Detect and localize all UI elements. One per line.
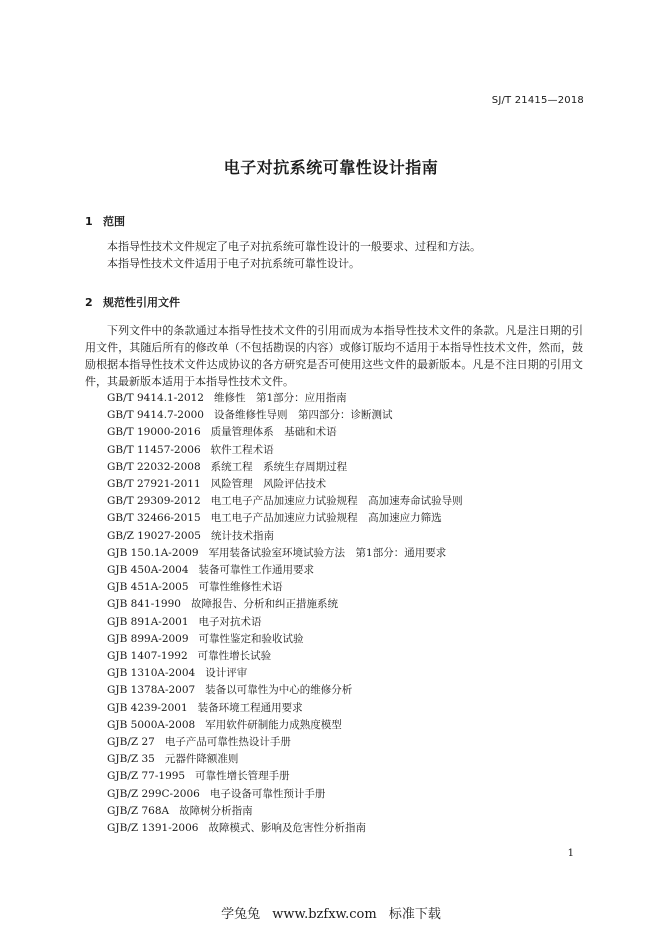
reference-item [107, 510, 463, 527]
footer-watermark [0, 903, 662, 922]
reference-item [107, 700, 463, 717]
reference-code: GB/T 32466-2015 [107, 512, 201, 525]
reference-code: GB/T 27921-2011 [107, 478, 201, 491]
paragraph: 本指导性技术文件适用于电子对抗系统可靠性设计。 [107, 257, 360, 270]
reference-item [107, 820, 463, 837]
document-title: 电子对抗系统可靠性设计指南 [223, 158, 439, 177]
reference-item [107, 751, 463, 768]
reference-item [107, 717, 463, 734]
reference-title: 军用软件研制能力成熟度模型 [205, 718, 342, 731]
reference-code: GJB 150.1A-2009 [107, 546, 199, 559]
footer-site-url[interactable]: www.bzfxw.com [272, 907, 377, 922]
normative-reference-list [107, 390, 463, 837]
reference-title: 军用装备试验室环境试验方法 第1部分：通用要求 [208, 546, 447, 559]
reference-item [107, 734, 463, 751]
page-number: 1 [567, 848, 574, 859]
section-number: 1 [85, 215, 93, 228]
reference-item [107, 442, 463, 459]
reference-item [107, 528, 463, 545]
reference-code: GB/T 22032-2008 [107, 460, 201, 473]
reference-code: GJB 451A-2005 [107, 581, 189, 594]
reference-title: 维修性 第1部分：应用指南 [214, 392, 347, 404]
reference-item [107, 562, 463, 579]
reference-title: 装备环境工程通用要求 [197, 701, 303, 714]
reference-code: GB/T 29309-2012 [107, 495, 201, 508]
footer-site-name: 学兔兔 [221, 907, 261, 922]
section-2-heading [85, 294, 180, 310]
reference-code: GJB 4239-2001 [107, 701, 188, 714]
reference-item [107, 407, 463, 424]
reference-title: 电工电子产品加速应力试验规程 高加速应力筛选 [210, 512, 442, 525]
reference-code: GB/T 9414.7-2000 [107, 409, 204, 422]
reference-item [107, 648, 463, 665]
reference-code: GB/T 11457-2006 [107, 443, 201, 456]
reference-title: 可靠性增长试验 [197, 650, 272, 663]
reference-title: 软件工程术语 [210, 443, 274, 456]
reference-title: 质量管理体系 基础和术语 [210, 426, 337, 439]
reference-item [107, 579, 463, 596]
reference-item [107, 803, 463, 820]
section-title: 规范性引用文件 [103, 296, 180, 309]
reference-item [107, 682, 463, 699]
reference-item [107, 493, 463, 510]
section-number: 2 [85, 296, 93, 309]
reference-title: 故障树分析指南 [179, 804, 253, 817]
section-title: 范围 [103, 215, 125, 228]
reference-code: GJB/Z 1391-2006 [107, 822, 199, 835]
paragraph: 本指导性技术文件规定了电子对抗系统可靠性设计的一般要求、过程和方法。 [107, 240, 481, 253]
reference-title: 元器件降额准则 [164, 753, 239, 766]
reference-title: 电子对抗术语 [198, 615, 262, 628]
reference-item [107, 545, 463, 562]
footer-tagline: 标准下载 [388, 907, 441, 922]
reference-title: 故障报告、分析和纠正措施系统 [190, 598, 338, 611]
reference-code: GJB 891A-2001 [107, 615, 189, 628]
reference-code: GJB/Z 77-1995 [107, 770, 186, 783]
reference-title: 可靠性增长管理手册 [195, 770, 290, 783]
reference-item [107, 665, 463, 682]
reference-code: GB/Z 19027-2005 [107, 529, 201, 542]
reference-title: 可靠性鉴定和验收试验 [198, 632, 304, 645]
reference-title: 设备维修性导则 第四部分：诊断测试 [214, 409, 393, 422]
reference-title: 故障模式、影响及危害性分析指南 [208, 822, 366, 835]
reference-item [107, 768, 463, 785]
reference-code: GB/T 9414.1-2012 [107, 392, 204, 404]
reference-title: 电子设备可靠性预计手册 [209, 787, 326, 800]
reference-title: 装备以可靠性为中心的维修分析 [205, 684, 353, 697]
standard-code: SJ/T 21415—2018 [491, 95, 584, 106]
reference-item [107, 786, 463, 803]
reference-title: 电工电子产品加速应力试验规程 高加速寿命试验导则 [210, 495, 463, 508]
paragraph: 下列文件中的条款通过本指导性技术文件的引用而成为本指导性技术文件的条款。凡是注日期的引用文件，其随后所有的修改单（不包括勘误的内容）或修订版均不适用于本指导性技术文件，然而，鼓励根据本指导性技术文件达成协议的各方研究是否可使用这些文件的最新版本。凡是不注日期的引用文件，其最新版本适用于本指导性技术文件。 [85, 324, 583, 388]
reference-item [107, 459, 463, 476]
reference-code: GJB 1310A-2004 [107, 667, 196, 680]
reference-title: 风险管理 风险评估技术 [210, 478, 327, 491]
section-1-body [85, 238, 583, 272]
reference-code: GJB/Z 27 [107, 736, 155, 749]
reference-code: GJB/Z 299C-2006 [107, 787, 200, 800]
reference-title: 统计技术指南 [210, 529, 274, 542]
reference-item [107, 424, 463, 441]
reference-code: GJB 841-1990 [107, 598, 181, 611]
reference-title: 可靠性维修性术语 [198, 581, 283, 594]
reference-title: 设计评审 [205, 667, 248, 680]
reference-item [107, 631, 463, 648]
reference-item [107, 596, 463, 613]
section-1-heading [85, 213, 125, 229]
reference-item [107, 614, 463, 631]
reference-title: 电子产品可靠性热设计手册 [164, 736, 291, 749]
reference-code: GB/T 19000-2016 [107, 426, 201, 439]
reference-title: 系统工程 系统生存周期过程 [210, 460, 348, 473]
reference-code: GJB 1378A-2007 [107, 684, 196, 697]
reference-item [107, 476, 463, 493]
section-2-body [85, 322, 583, 390]
reference-code: GJB/Z 768A [107, 804, 170, 817]
reference-code: GJB 1407-1992 [107, 650, 188, 663]
reference-title: 装备可靠性工作通用要求 [198, 564, 315, 577]
reference-code: GJB 899A-2009 [107, 632, 189, 645]
reference-code: GJB/Z 35 [107, 753, 155, 766]
reference-item [107, 390, 463, 407]
reference-code: GJB 450A-2004 [107, 564, 189, 577]
reference-code: GJB 5000A-2008 [107, 718, 196, 731]
